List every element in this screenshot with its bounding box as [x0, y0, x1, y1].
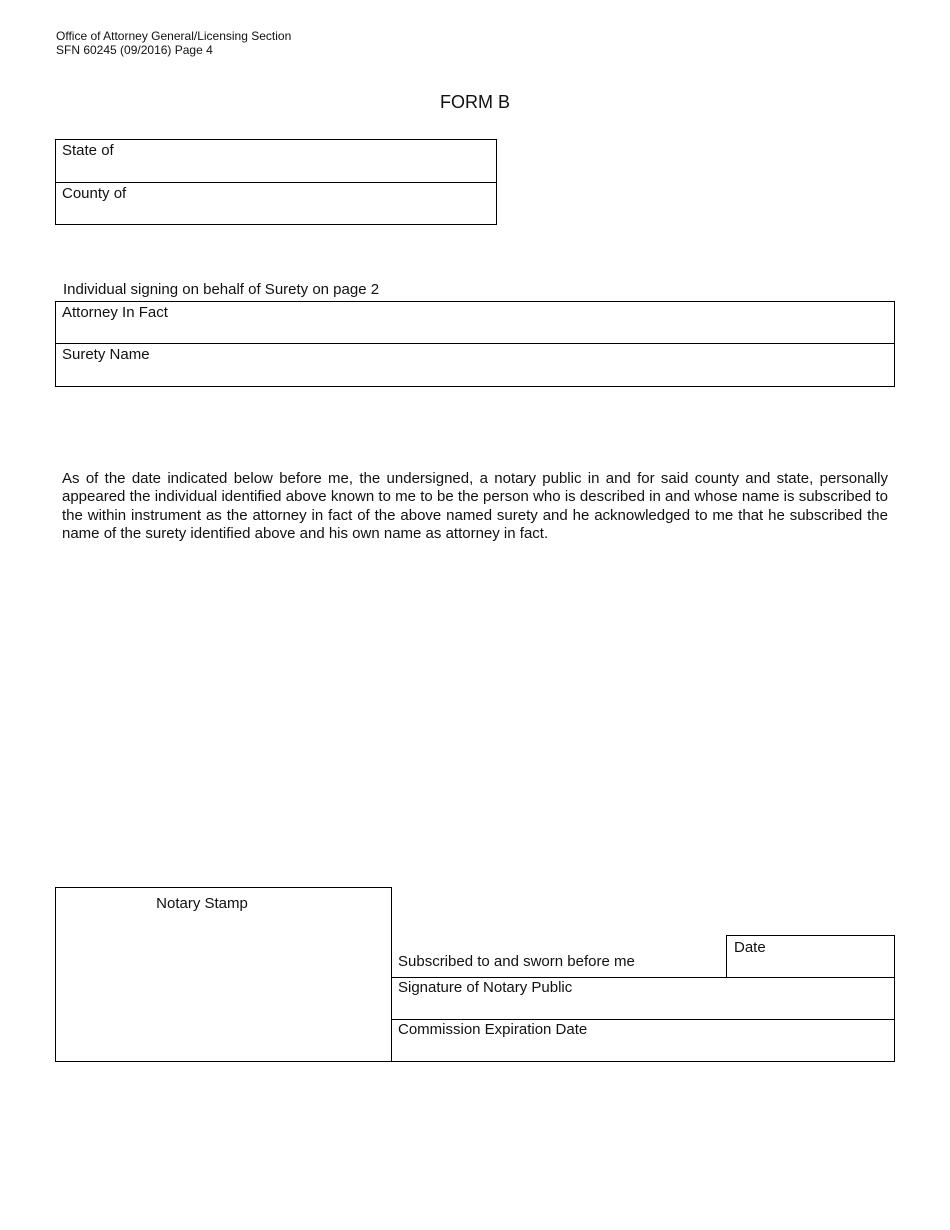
attorney-in-fact-label: Attorney In Fact	[62, 304, 168, 321]
notary-stamp-box	[55, 887, 392, 1062]
jurisdiction-box	[55, 139, 497, 225]
surety-caption: Individual signing on behalf of Surety on page 2	[63, 281, 380, 298]
form-reference: SFN 60245 (09/2016) Page 4	[56, 43, 213, 57]
surety-name-field[interactable]	[56, 344, 894, 386]
acknowledgment-text: As of the date indicated below before me, the undersigned, a notary public in and for said county and state, personally appeared the individual identified above known to me to be the person who is described in and whose name is subscribed to the within instrument as the attorney in fact of the above named surety and he acknowledged to me that he subscribed the name of the surety identified above and his own name as attorney in fact.	[62, 470, 888, 542]
surety-name-label: Surety Name	[62, 346, 150, 363]
date-field[interactable]	[726, 935, 895, 978]
commission-expiration-field[interactable]	[391, 1020, 895, 1062]
attorney-in-fact-field[interactable]	[56, 302, 894, 344]
form-title: FORM B	[440, 92, 510, 112]
notary-signature-field[interactable]	[391, 978, 895, 1020]
surety-box	[55, 301, 895, 387]
date-label: Date	[734, 939, 766, 956]
subscribed-sworn-label: Subscribed to and sworn before me	[398, 953, 635, 970]
commission-expiration-label: Commission Expiration Date	[398, 1021, 588, 1038]
office-header: Office of Attorney General/Licensing Section	[56, 29, 292, 43]
county-label: County of	[62, 185, 127, 202]
notary-stamp-label: Notary Stamp	[156, 895, 248, 912]
state-label: State of	[62, 142, 114, 159]
state-field[interactable]	[56, 140, 496, 183]
notary-signature-label: Signature of Notary Public	[398, 979, 573, 996]
county-field[interactable]	[56, 183, 496, 224]
